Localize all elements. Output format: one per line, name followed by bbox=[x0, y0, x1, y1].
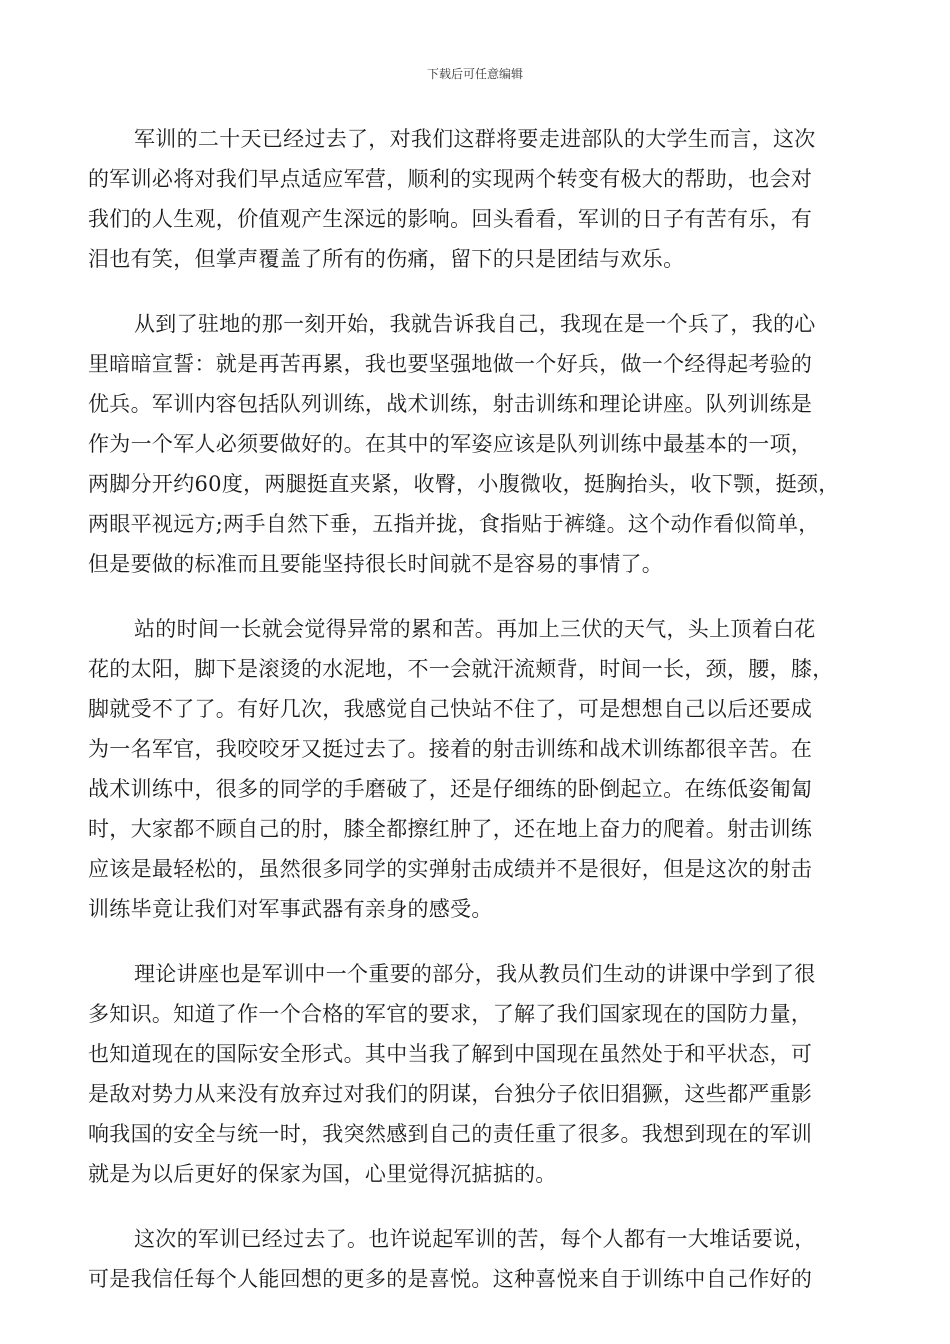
text-line: 两眼平视远方;两手自然下垂，五指并拢，食指贴于裤缝。这个动作看似简单， bbox=[88, 512, 820, 536]
text-line: 应该是最轻松的，虽然很多同学的实弹射击成绩并不是很好，但是这次的射击 bbox=[88, 857, 813, 881]
text-line: 多知识。知道了作一个合格的军官的要求，了解了我们国家现在的国防力量， bbox=[88, 1002, 813, 1026]
text-line: 军训的二十天已经过去了，对我们这群将要走进部队的大学生而言，这次 bbox=[134, 127, 816, 151]
text-line: 花的太阳，脚下是滚烫的水泥地，不一会就汗流颊背，时间一长，颈，腰，膝， bbox=[88, 657, 834, 681]
text-line: 站的时间一长就会觉得异常的累和苦。再加上三伏的天气，头上顶着白花 bbox=[134, 617, 816, 641]
text-line: 作为一个军人必须要做好的。在其中的军姿应该是队列训练中最基本的一项， bbox=[88, 432, 813, 456]
text-line: 就是为以后更好的保家为国，心里觉得沉掂掂的。 bbox=[88, 1162, 557, 1186]
text-line: 战术训练中，很多的同学的手磨破了，还是仔细练的卧倒起立。在练低姿匍匐 bbox=[88, 777, 813, 801]
text-line: 泪也有笑，但掌声覆盖了所有的伤痛，留下的只是团结与欢乐。 bbox=[88, 247, 685, 271]
text-line: 训练毕竟让我们对军事武器有亲身的感受。 bbox=[88, 897, 493, 921]
paragraph-1 bbox=[88, 119, 868, 279]
text-line: 优兵。军训内容包括队列训练，战术训练，射击训练和理论讲座。队列训练是 bbox=[88, 392, 813, 416]
paragraph-5 bbox=[88, 1219, 868, 1299]
body-text bbox=[88, 119, 868, 1324]
text-line: 两脚分开约60度，两腿挺直夹紧，收臀，小腹微收，挺胸抬头，收下颚，挺颈， bbox=[88, 472, 840, 496]
paragraph-2 bbox=[88, 304, 868, 584]
text-line: 我们的人生观，价值观产生深远的影响。回头看看，军训的日子有苦有乐，有 bbox=[88, 207, 813, 231]
paragraph-3 bbox=[88, 609, 868, 929]
text-line: 也知道现在的国际安全形式。其中当我了解到中国现在虽然处于和平状态，可 bbox=[88, 1042, 813, 1066]
text-line: 是敌对势力从来没有放弃过对我们的阴谋，台独分子依旧猖獗，这些都严重影 bbox=[88, 1082, 813, 1106]
text-line: 理论讲座也是军训中一个重要的部分，我从教员们生动的讲课中学到了很 bbox=[134, 962, 816, 986]
text-line: 但是要做的标准而且要能坚持很长时间就不是容易的事情了。 bbox=[88, 552, 664, 576]
text-line: 的军训必将对我们早点适应军营，顺利的实现两个转变有极大的帮助，也会对 bbox=[88, 167, 813, 191]
text-line: 这次的军训已经过去了。也许说起军训的苦，每个人都有一大堆话要说， bbox=[134, 1227, 816, 1251]
page-header: 下载后可任意编辑 bbox=[426, 67, 523, 81]
text-line: 从到了驻地的那一刻开始，我就告诉我自己，我现在是一个兵了，我的心 bbox=[134, 312, 816, 336]
text-line: 里暗暗宣誓：就是再苦再累，我也要坚强地做一个好兵，做一个经得起考验的 bbox=[88, 352, 813, 376]
text-line: 响我国的安全与统一时，我突然感到自己的责任重了很多。我想到现在的军训 bbox=[88, 1122, 813, 1146]
text-line: 脚就受不了了。有好几次，我感觉自己快站不住了，可是想想自己以后还要成 bbox=[88, 697, 813, 721]
text-line: 为一名军官，我咬咬牙又挺过去了。接着的射击训练和战术训练都很辛苦。在 bbox=[88, 737, 813, 761]
text-line: 时，大家都不顾自己的肘，膝全都擦红肿了，还在地上奋力的爬着。射击训练 bbox=[88, 817, 813, 841]
text-line: 可是我信任每个人能回想的更多的是喜悦。这种喜悦来自于训练中自己作好的 bbox=[88, 1267, 813, 1291]
paragraph-4 bbox=[88, 954, 868, 1194]
